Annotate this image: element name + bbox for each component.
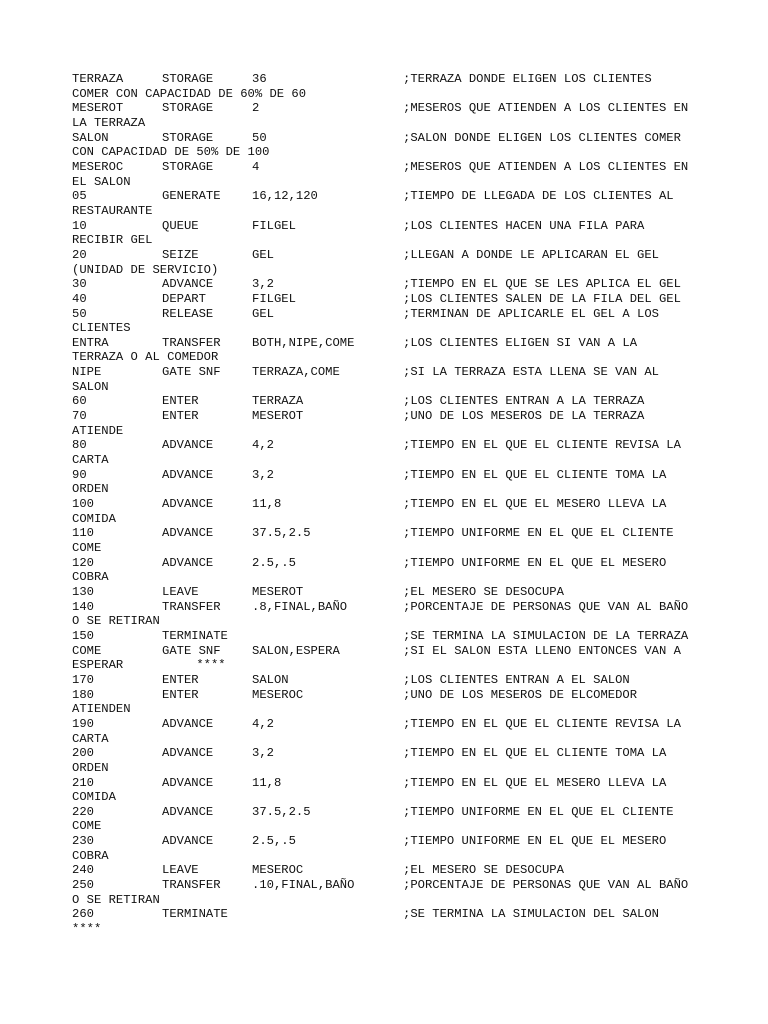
block-label: MESEROC <box>72 159 124 174</box>
block-operands: 37.5,2.5 <box>252 526 311 541</box>
block-operands: 37.5,2.5 <box>252 804 311 819</box>
block-operation: STORAGE <box>162 130 214 145</box>
program-line <box>72 673 712 688</box>
block-label: 110 <box>72 526 94 541</box>
comment-continuation-line <box>72 541 712 556</box>
program-line <box>72 307 712 322</box>
block-label: 240 <box>72 863 94 878</box>
block-operation: ADVANCE <box>162 834 214 849</box>
block-label: 200 <box>72 746 94 761</box>
comment-continuation: EL SALON <box>72 174 131 189</box>
gpss-program-listing <box>72 72 712 937</box>
comment-continuation-line <box>72 849 712 864</box>
comment-continuation-line <box>72 204 712 219</box>
block-label: 10 <box>72 218 87 233</box>
comment-continuation-line <box>72 819 712 834</box>
comment-continuation: CARTA <box>72 731 109 746</box>
block-comment: ;TIEMPO UNIFORME EN EL QUE EL CLIENTE <box>403 804 674 819</box>
comment-continuation-line <box>72 263 712 278</box>
block-label: 250 <box>72 878 94 893</box>
block-label: 140 <box>72 599 94 614</box>
program-line <box>72 805 712 820</box>
block-label: COME <box>72 643 102 658</box>
block-comment: ;TIEMPO UNIFORME EN EL QUE EL MESERO <box>403 834 667 849</box>
block-operation: ADVANCE <box>162 746 214 761</box>
block-comment: ;LOS CLIENTES ENTRAN A LA TERRAZA <box>403 394 645 409</box>
block-label: 30 <box>72 277 87 292</box>
block-comment: ;TIEMPO EN EL QUE EL CLIENTE REVISA LA <box>403 438 681 453</box>
block-comment: ;TIEMPO DE LLEGADA DE LOS CLIENTES AL <box>403 189 674 204</box>
program-line <box>72 160 712 175</box>
comment-continuation-line <box>72 893 712 908</box>
program-line <box>72 878 712 893</box>
program-line <box>72 248 712 263</box>
comment-continuation-line <box>72 321 712 336</box>
block-operation: RELEASE <box>162 306 214 321</box>
program-line <box>72 277 712 292</box>
block-label: 230 <box>72 834 94 849</box>
block-comment: ;LLEGAN A DONDE LE APLICARAN EL GEL <box>403 247 659 262</box>
block-label: 260 <box>72 907 94 922</box>
block-operands: .8,FINAL,BAÑO <box>252 599 348 614</box>
block-operation: LEAVE <box>162 863 199 878</box>
comment-continuation: CARTA <box>72 453 109 468</box>
block-label: 170 <box>72 672 94 687</box>
block-comment: ;SALON DONDE ELIGEN LOS CLIENTES COMER <box>403 130 681 145</box>
block-operation: LEAVE <box>162 584 199 599</box>
program-line <box>72 776 712 791</box>
block-operands: 36 <box>252 72 267 86</box>
comment-continuation: LA TERRAZA <box>72 115 146 130</box>
block-operands: GEL <box>252 247 274 262</box>
block-label: 150 <box>72 628 94 643</box>
program-line <box>72 834 712 849</box>
comment-continuation: ATIENDE <box>72 423 124 438</box>
comment-continuation-line <box>72 482 712 497</box>
program-line <box>72 863 712 878</box>
block-operands: SALON <box>252 672 289 687</box>
block-operands: FILGEL <box>252 291 296 306</box>
block-comment: ;TIEMPO EN EL QUE EL MESERO LLEVA LA <box>403 775 667 790</box>
block-label: 60 <box>72 394 87 409</box>
program-line <box>72 101 712 116</box>
comment-continuation-line <box>72 116 712 131</box>
block-operation: ENTER <box>162 672 199 687</box>
block-operands: .10,FINAL,BAÑO <box>252 878 355 893</box>
block-comment: ;TIEMPO EN EL QUE SE LES APLICA EL GEL <box>403 277 681 292</box>
comment-continuation-line <box>72 761 712 776</box>
program-line <box>72 394 712 409</box>
program-line <box>72 438 712 453</box>
comment-continuation: COME <box>72 819 102 834</box>
block-operation: ADVANCE <box>162 716 214 731</box>
block-label: 80 <box>72 438 87 453</box>
block-operands: 3,2 <box>252 277 274 292</box>
block-comment: ;PORCENTAJE DE PERSONAS QUE VAN AL BAÑO <box>403 599 689 614</box>
block-comment: ;TIEMPO EN EL QUE EL CLIENTE TOMA LA <box>403 467 667 482</box>
block-label: 210 <box>72 775 94 790</box>
block-operation: ADVANCE <box>162 775 214 790</box>
program-line <box>72 746 712 761</box>
comment-continuation: CON CAPACIDAD DE 50% DE 100 <box>72 145 270 160</box>
block-label: TERRAZA <box>72 72 124 86</box>
block-label: SALON <box>72 130 109 145</box>
comment-continuation: ORDEN <box>72 760 109 775</box>
comment-continuation-line <box>72 702 712 717</box>
block-operands: BOTH,NIPE,COME <box>252 335 355 350</box>
comment-continuation: COMIDA <box>72 511 116 526</box>
block-operation: ENTER <box>162 409 199 424</box>
program-line <box>72 468 712 483</box>
block-comment: ;UNO DE LOS MESEROS DE LA TERRAZA <box>403 409 645 424</box>
block-comment: ;SI LA TERRAZA ESTA LLENA SE VAN AL <box>403 365 659 380</box>
block-operation: TERMINATE <box>162 628 228 643</box>
comment-continuation-line <box>72 512 712 527</box>
block-operands: TERRAZA,COME <box>252 365 340 380</box>
comment-continuation-line <box>72 570 712 585</box>
program-line <box>72 131 712 146</box>
comment-continuation-line <box>72 658 712 673</box>
block-label: 40 <box>72 291 87 306</box>
block-operands: 50 <box>252 130 267 145</box>
comment-continuation-line <box>72 424 712 439</box>
program-line <box>72 292 712 307</box>
block-operands: SALON,ESPERA <box>252 643 340 658</box>
block-operands: 4,2 <box>252 716 274 731</box>
block-operation: TRANSFER <box>162 335 221 350</box>
comment-continuation-line <box>72 175 712 190</box>
comment-continuation: (UNIDAD DE SERVICIO) <box>72 262 219 277</box>
block-comment: ;LOS CLIENTES ENTRAN A EL SALON <box>403 672 630 687</box>
block-operation: ADVANCE <box>162 438 214 453</box>
block-label: 50 <box>72 306 87 321</box>
block-comment: ;TERRAZA DONDE ELIGEN LOS CLIENTES <box>403 72 652 86</box>
block-comment: ;TIEMPO EN EL QUE EL MESERO LLEVA LA <box>403 497 667 512</box>
block-operation: DEPART <box>162 291 206 306</box>
comment-continuation: COME <box>72 541 102 555</box>
block-operation: TERMINATE <box>162 907 228 922</box>
program-line <box>72 717 712 732</box>
block-label: ENTRA <box>72 335 109 350</box>
block-label: 220 <box>72 804 94 819</box>
program-line <box>72 365 712 380</box>
program-line <box>72 585 712 600</box>
block-label: 100 <box>72 497 94 512</box>
block-operation: SEIZE <box>162 247 199 262</box>
program-line <box>72 526 712 541</box>
block-label: 20 <box>72 247 87 262</box>
block-operation: ADVANCE <box>162 277 214 292</box>
block-operation: QUEUE <box>162 218 199 233</box>
block-operands: 11,8 <box>252 775 282 790</box>
block-operands: 3,2 <box>252 746 274 761</box>
program-line <box>72 219 712 234</box>
block-operands: 11,8 <box>252 497 282 512</box>
comment-continuation-line <box>72 145 712 160</box>
block-operation: STORAGE <box>162 101 214 116</box>
block-comment: ;EL MESERO SE DESOCUPA <box>403 863 564 878</box>
comment-continuation: ORDEN <box>72 482 109 497</box>
comment-continuation: O SE RETIRAN <box>72 614 160 629</box>
block-operation: ADVANCE <box>162 497 214 512</box>
comment-continuation-line <box>72 87 712 102</box>
block-comment: ;SI EL SALON ESTA LLENO ENTONCES VAN A <box>403 643 681 658</box>
program-line <box>72 629 712 644</box>
program-line <box>72 336 712 351</box>
comment-continuation-line <box>72 350 712 365</box>
program-line <box>72 688 712 703</box>
comment-continuation: RECIBIR GEL <box>72 233 153 248</box>
block-comment: ;SE TERMINA LA SIMULACION DE LA TERRAZA <box>403 628 689 643</box>
block-operands: 3,2 <box>252 467 274 482</box>
block-comment: ;EL MESERO SE DESOCUPA <box>403 584 564 599</box>
program-line <box>72 556 712 571</box>
block-operands: 2.5,.5 <box>252 834 296 849</box>
block-comment: ;LOS CLIENTES SALEN DE LA FILA DEL GEL <box>403 291 681 306</box>
block-label: 70 <box>72 409 87 424</box>
program-line <box>72 600 712 615</box>
block-operation: ADVANCE <box>162 555 214 570</box>
block-comment: ;LOS CLIENTES ELIGEN SI VAN A LA <box>403 335 638 350</box>
program-line <box>72 409 712 424</box>
comment-continuation: COBRA <box>72 570 109 585</box>
block-comment: ;TIEMPO UNIFORME EN EL QUE EL CLIENTE <box>403 526 674 541</box>
block-operation: STORAGE <box>162 72 214 86</box>
comment-continuation: O SE RETIRAN <box>72 892 160 907</box>
block-operation: GATE SNF <box>162 365 221 380</box>
block-comment: ;MESEROS QUE ATIENDEN A LOS CLIENTES EN <box>403 159 689 174</box>
comment-continuation: COMIDA <box>72 790 116 805</box>
block-operands: MESEROC <box>252 863 304 878</box>
block-label: 190 <box>72 716 94 731</box>
block-operands: 4 <box>252 159 260 174</box>
block-operation: STORAGE <box>162 159 214 174</box>
comment-continuation: TERRAZA O AL COMEDOR <box>72 350 219 365</box>
comment-continuation-line <box>72 790 712 805</box>
block-label: MESEROT <box>72 101 124 116</box>
comment-continuation-line <box>72 453 712 468</box>
block-operands: MESEROT <box>252 409 304 424</box>
block-operands: 2 <box>252 101 260 116</box>
block-operation: ADVANCE <box>162 467 214 482</box>
comment-continuation-line <box>72 233 712 248</box>
program-line <box>72 644 712 659</box>
block-comment: ;TIEMPO UNIFORME EN EL QUE EL MESERO <box>403 555 667 570</box>
program-line <box>72 72 712 87</box>
comment-continuation: COMER CON CAPACIDAD DE 60% DE 60 <box>72 86 307 101</box>
block-label: 120 <box>72 555 94 570</box>
block-comment: ;LOS CLIENTES HACEN UNA FILA PARA <box>403 218 645 233</box>
comment-continuation: **** <box>72 922 102 937</box>
block-operation: ADVANCE <box>162 526 214 541</box>
block-operation: ENTER <box>162 394 199 409</box>
comment-continuation-line <box>72 380 712 395</box>
block-operands: GEL <box>252 306 274 321</box>
block-operands: FILGEL <box>252 218 296 233</box>
block-comment: ;TIEMPO EN EL QUE EL CLIENTE TOMA LA <box>403 746 667 761</box>
block-operation: GATE SNF <box>162 643 221 658</box>
block-operation: ENTER <box>162 687 199 702</box>
comment-continuation: COBRA <box>72 848 109 863</box>
block-operands: TERRAZA <box>252 394 304 409</box>
block-comment: ;TIEMPO EN EL QUE EL CLIENTE REVISA LA <box>403 716 681 731</box>
program-line <box>72 907 712 922</box>
block-label: 05 <box>72 189 87 204</box>
comment-continuation-line <box>72 922 712 937</box>
comment-continuation: ATIENDEN <box>72 702 131 717</box>
block-operands: 16,12,120 <box>252 189 318 204</box>
program-line <box>72 189 712 204</box>
block-comment: ;PORCENTAJE DE PERSONAS QUE VAN AL BAÑO <box>403 878 689 893</box>
block-operands: MESEROC <box>252 687 304 702</box>
block-operation: GENERATE <box>162 189 221 204</box>
block-label: 130 <box>72 584 94 599</box>
comment-continuation-line <box>72 732 712 747</box>
block-operation: TRANSFER <box>162 599 221 614</box>
block-label: 180 <box>72 687 94 702</box>
comment-continuation-line <box>72 614 712 629</box>
program-line <box>72 497 712 512</box>
comment-continuation: CLIENTES <box>72 321 131 336</box>
block-operation: TRANSFER <box>162 878 221 893</box>
block-comment: ;UNO DE LOS MESEROS DE ELCOMEDOR <box>403 687 638 702</box>
block-comment: ;TERMINAN DE APLICARLE EL GEL A LOS <box>403 306 659 321</box>
block-operands: 2.5,.5 <box>252 555 296 570</box>
block-label: NIPE <box>72 365 102 380</box>
block-comment: ;SE TERMINA LA SIMULACION DEL SALON <box>403 907 659 922</box>
block-operands: 4,2 <box>252 438 274 453</box>
block-operands: MESEROT <box>252 584 304 599</box>
comment-continuation: RESTAURANTE <box>72 203 153 218</box>
block-comment: ;MESEROS QUE ATIENDEN A LOS CLIENTES EN <box>403 101 689 116</box>
block-label: 90 <box>72 467 87 482</box>
comment-continuation: SALON <box>72 379 109 394</box>
block-operation: ADVANCE <box>162 804 214 819</box>
comment-continuation: ESPERAR **** <box>72 658 226 673</box>
